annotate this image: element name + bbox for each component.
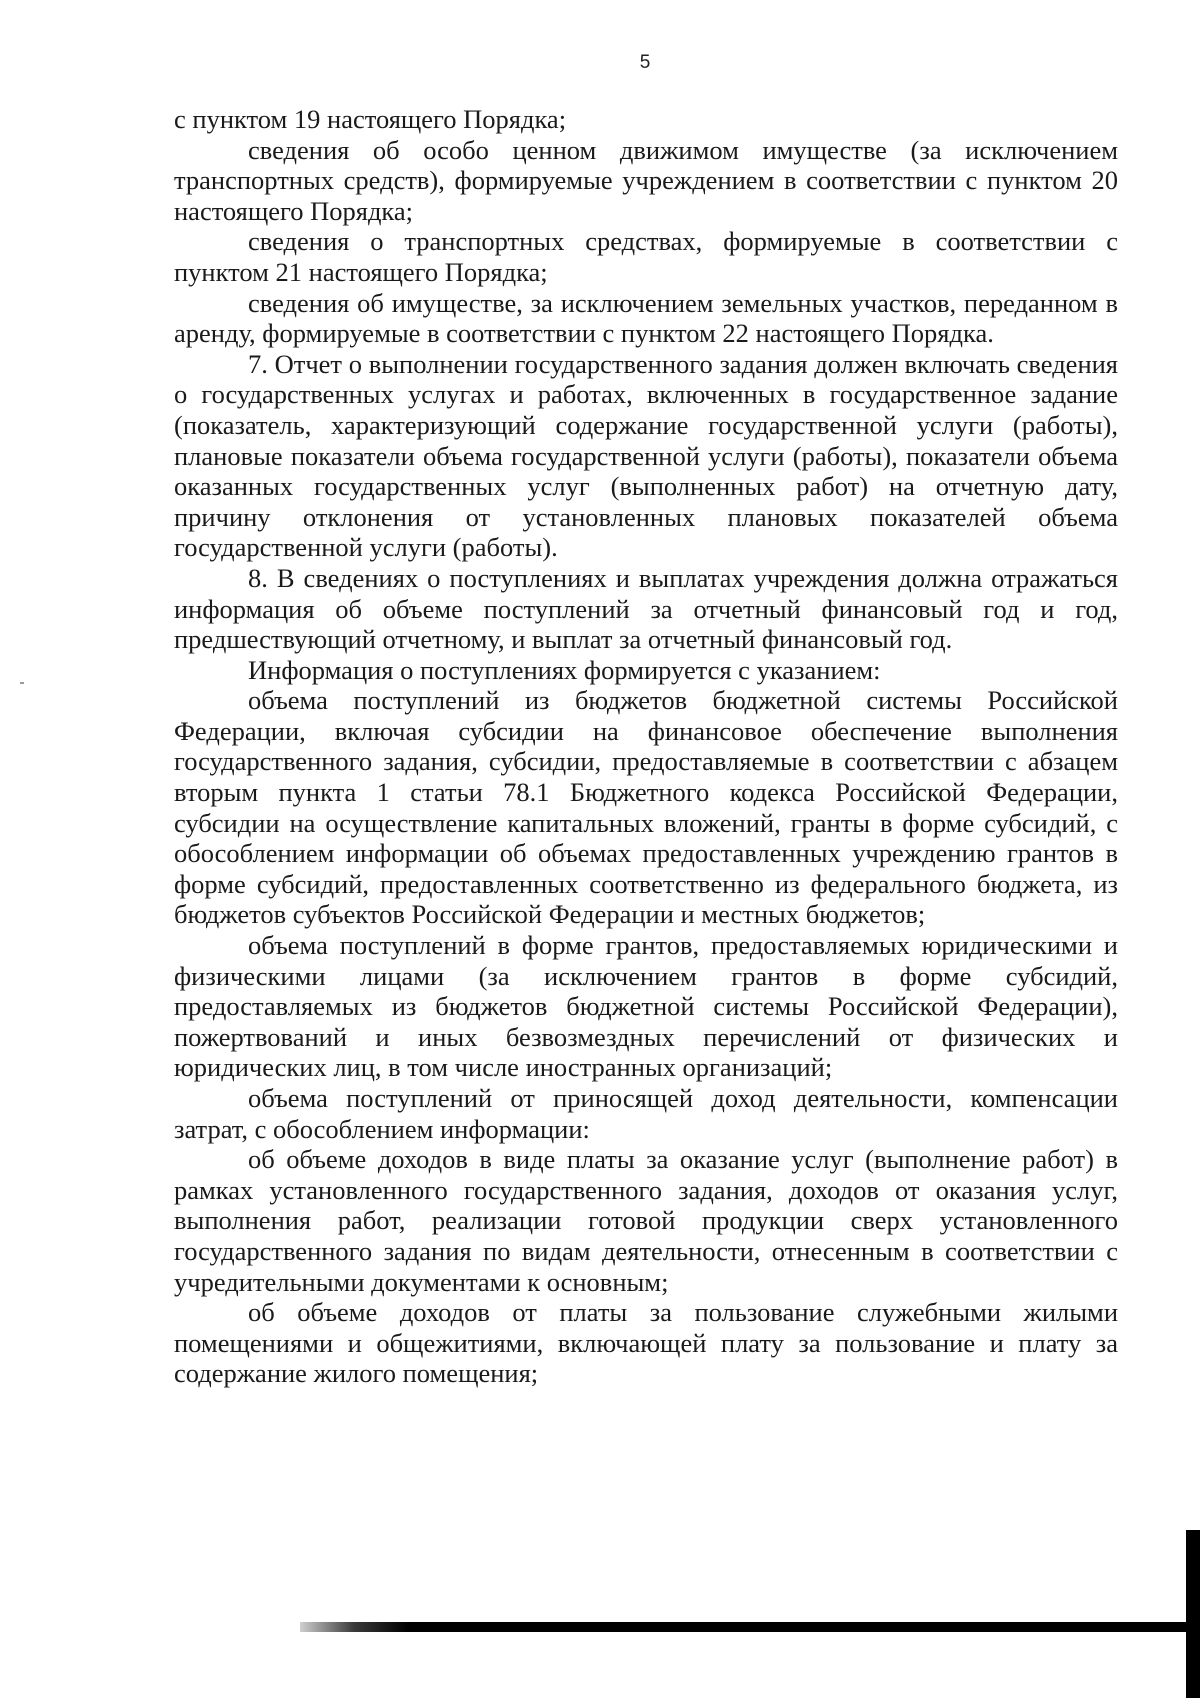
paragraph-income-activity: объема поступлений от приносящей доход деятельности, компенсации затрат, с обособлением информации: [174,1083,1118,1144]
scan-speck [20,682,24,684]
paragraph-housing-income: об объеме доходов от платы за пользование служебными жилыми помещениями и общежитиями, включающей плату за пользование и плату за содержание жилого помещения; [174,1297,1118,1389]
scan-right-edge [1186,1530,1200,1698]
document-body [174,104,1118,1389]
paragraph-leased-property: сведения об имуществе, за исключением земельных участков, переданном в аренду, формируемые в соответствии с пунктом 22 настоящего Порядка. [174,287,1118,349]
paragraph-budget-receipts: объема поступлений из бюджетов бюджетной системы Российской Федерации, включая субсидии на финансовое обеспечение выполнения государственного задания, субсидии, предоставляемые в соответствии с абзацем вторым пункта 1 статьи 78.1 Бюджетного кодекса Российской Федерации, субсидии на осуществление капитальных вложений, гранты в форме субсидий, с обособлением информации об объемах предоставленных учреждению грантов в форме субсидий, предоставленных соответственно из федерального бюджета, из бюджетов субъектов Российской Федерации и местных бюджетов; [174,685,1118,930]
page-number: 5 [639,52,651,73]
paragraph-item-7: 7. Отчет о выполнении государственного задания должен включать сведения о государственных услугах и работах, включенных в государственное задание (показатель, характеризующий содержание государственной услуги (работы), плановые показатели объема государственной услуги (работы), показатели объема оказанных государственных услуг (выполненных работ) на отчетную дату, причину отклонения от установленных плановых показателей объема государственной услуги (работы). [174,348,1118,563]
paragraph-receipts-intro: Информация о поступлениях формируется с указанием: [248,654,881,685]
scan-bottom-edge [300,1622,1200,1632]
paragraph-valuable-property: сведения об особо ценном движимом имуществе (за исключением транспортных средств), формируемые учреждением в соответствии с пунктом 20 настоящего Порядка; [174,134,1118,226]
paragraph-service-income: об объеме доходов в виде платы за оказание услуг (выполнение работ) в рамках установленного государственного задания, доходов от оказания услуг, выполнения работ, реализации готовой продукции сверх установленного государственного задания по видам деятельности, отнесенным в соответствии с учредительными документами к основным; [174,1144,1118,1297]
paragraph-grant-receipts: объема поступлений в форме грантов, предоставляемых юридическими и физическими лицами (за исключением грантов в форме субсидий, предоставляемых из бюджетов бюджетной системы Российской Федерации), пожертвований и иных безвозмездных перечислений от физических и юридических лиц, в том числе иностранных организаций; [174,930,1118,1083]
paragraph-continuation: с пунктом 19 настоящего Порядка; [174,104,567,134]
paragraph-item-8: 8. В сведениях о поступлениях и выплатах учреждения должна отражаться информация об объеме поступлений за отчетный финансовый год и год, предшествующий отчетному, и выплат за отчетный финансовый год. [174,562,1118,655]
paragraph-vehicles: сведения о транспортных средствах, формируемые в соответствии с пунктом 21 настоящего Порядка; [174,226,1118,287]
